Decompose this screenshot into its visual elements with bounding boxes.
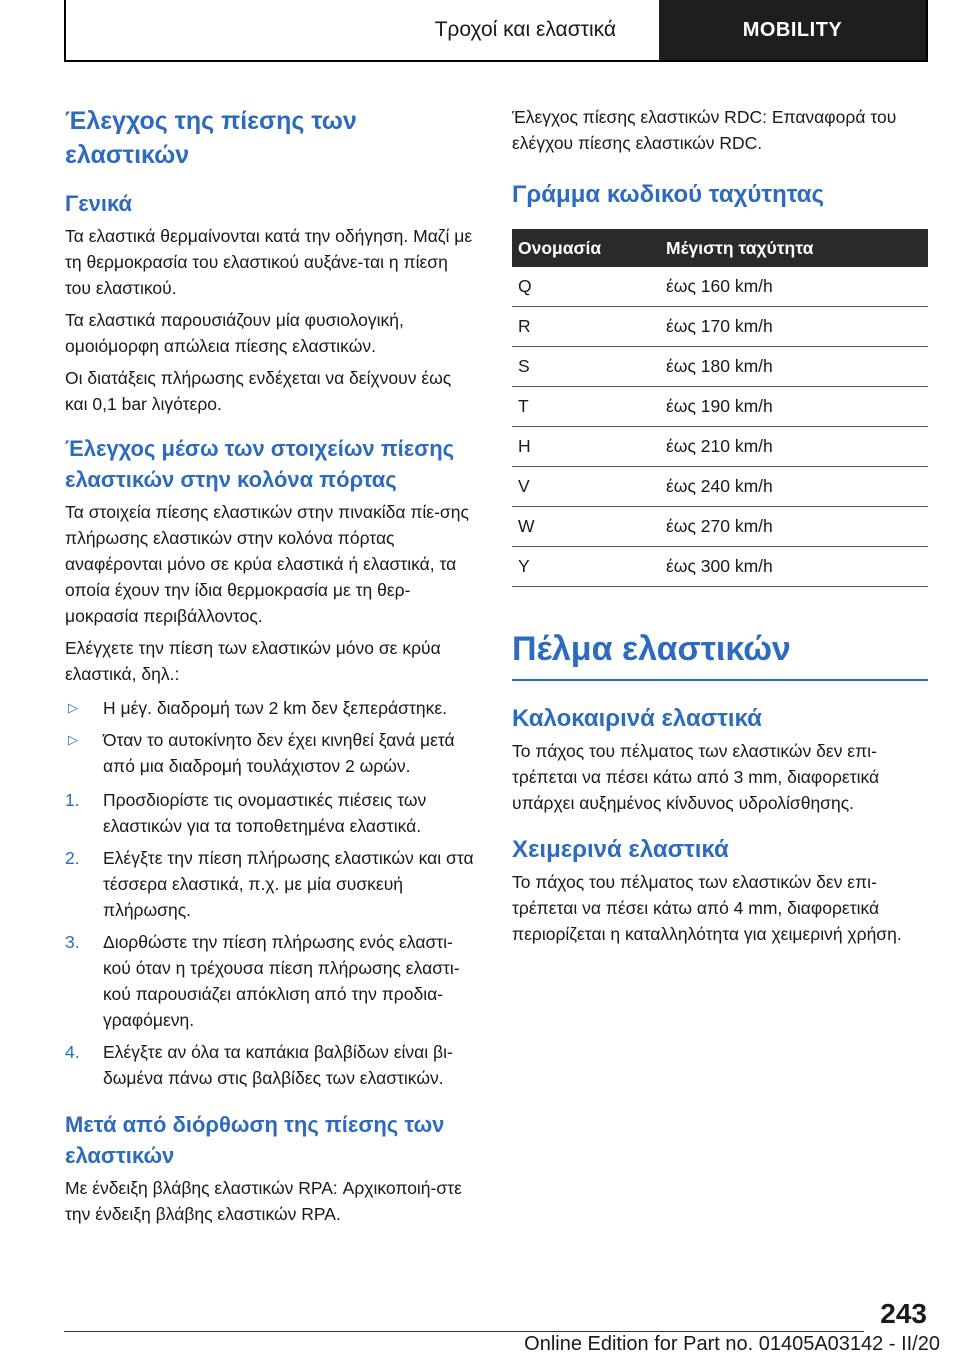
table-cell: έως 270 km/h [660,507,928,547]
paragraph: Τα ελαστικά παρουσιάζουν μία φυσιολογική, ομοιόμορφη απώλεια πίεσης ελαστικών. [65,310,404,356]
column-header-max-speed: Μέγιστη ταχύτητα [660,229,928,267]
list-item-text: Η μέγ. διαδρομή των 2 km δεν ξεπεράστηκε. [103,698,448,718]
table-row [512,507,928,547]
step-text: Ελέγξτε αν όλα τα καπάκια βαλβίδων είναι βι-δωμένα πάνω στις βαλβίδες των ελαστικών. [103,1042,453,1088]
list-item [65,695,477,721]
table-cell: έως 190 km/h [660,387,928,427]
table-cell: W [512,507,660,547]
subsection-door-pillar-check: Έλεγχος μέσω των στοιχείων πίεσης ελαστικών στην κολόνα πόρτας [65,436,455,492]
bullet-list [65,695,477,779]
step-text: Διορθώστε την πίεση πλήρωσης ενός ελαστι-κού όταν η τρέχουσα πίεση πλήρωσης ελαστι-κού παρουσιάζει απόκλιση από την προδια-γραφόμενη. [103,932,460,1030]
step-text: Προσδιορίστε τις ονομαστικές πιέσεις των ελαστικών για τα τοποθετημένα ελαστικά. [103,790,427,836]
list-item-text: Όταν το αυτοκίνητο δεν έχει κινηθεί ξανά μετά από μια διαδρομή τουλάχιστον 2 ωρών. [103,730,455,776]
title-divider [512,679,928,681]
table-row [512,347,928,387]
step-number: 4. [65,1042,80,1062]
right-column [512,104,928,947]
paragraph: Οι διατάξεις πλήρωσης ενδέχεται να δείχνουν έως και 0,1 bar λιγότερο. [65,368,452,414]
table-cell: έως 170 km/h [660,307,928,347]
section-title-tire-pressure: Έλεγχος της πίεσης των ελαστικών [65,107,357,169]
table-cell: H [512,427,660,467]
paragraph: Το πάχος του πέλματος των ελαστικών δεν επι-τρέπεται να πέσει κάτω από 3 mm, διαφορετικά υπάρχει αυξημένος κίνδυνος υδρολίσθησης. [512,741,880,813]
table-row [512,427,928,467]
table-cell: Y [512,547,660,587]
table-cell: έως 240 km/h [660,467,928,507]
step-item [65,1039,477,1091]
step-item [65,787,477,839]
step-number: 3. [65,932,80,952]
paragraph: Τα στοιχεία πίεσης ελαστικών στην πινακίδα πίε-σης πλήρωσης ελαστικών στην κολόνα πόρτας αναφέρονται μόνο σε κρύα ελαστικά ή ελαστικά, τα οποία έχουν την ίδια θερμοκρασία με τη θερ-μοκρασία περιβάλλοντος. [65,502,469,626]
paragraph: Ελέγχετε την πίεση των ελαστικών μόνο σε κρύα ελαστικά, δηλ.: [65,638,441,684]
header-section-title: Τροχοί και ελαστικά [434,18,616,41]
footer-edition-text: Online Edition for Part no. 01405A03142 - II/20 [524,1333,940,1355]
page-header [64,0,928,62]
table-cell: V [512,467,660,507]
table-cell: έως 300 km/h [660,547,928,587]
triangle-bullet-icon: ▷ [68,700,78,715]
table-row [512,547,928,587]
subsection-winter-tires: Χειμερινά ελαστικά [512,836,729,863]
table-cell: έως 210 km/h [660,427,928,467]
table-row [512,307,928,347]
step-number: 2. [65,848,80,868]
table-cell: Q [512,267,660,307]
table-cell: έως 160 km/h [660,267,928,307]
table-row [512,387,928,427]
paragraph: Έλεγχος πίεσης ελαστικών RDC: Επαναφορά του ελέγχου πίεσης ελαστικών RDC. [512,107,897,153]
paragraph: Τα ελαστικά θερμαίνονται κατά την οδήγηση. Μαζί με τη θερμοκρασία του ελαστικού αυξάνε-ται η πίεση του ελαστικού. [65,226,473,298]
table-cell: T [512,387,660,427]
page-number: 243 [880,1298,927,1329]
paragraph: Το πάχος του πέλματος των ελαστικών δεν επι-τρέπεται να πέσει κάτω από 4 mm, διαφορετικά περιορίζεται η καταλληλότητα για χειμερινή χρήση. [512,872,902,944]
table-header-row [512,229,928,267]
list-item [65,727,477,779]
footer-divider [64,1331,864,1332]
section-title-speed-code: Γράμμα κωδικού ταχύτητας [512,181,825,208]
column-header-designation: Ονομασία [512,229,660,267]
subsection-summer-tires: Καλοκαιρινά ελαστικά [512,705,762,732]
triangle-bullet-icon: ▷ [68,732,78,747]
step-item [65,929,477,1033]
header-chapter-tab: MOBILITY [659,0,926,60]
subsection-general: Γενικά [65,191,133,216]
table-cell: S [512,347,660,387]
section-title-tread: Πέλμα ελαστικών [512,630,791,668]
table-cell: έως 180 km/h [660,347,928,387]
step-number: 1. [65,790,80,810]
subsection-after-correction: Μετά από διόρθωση της πίεσης των ελαστικών [65,1112,445,1168]
table-row [512,267,928,307]
step-item [65,845,477,923]
numbered-steps [65,787,477,1091]
step-text: Ελέγξτε την πίεση πλήρωσης ελαστικών και στα τέσσερα ελαστικά, π.χ. με μία συσκευή πλήρωσης. [103,848,474,920]
speed-code-table [512,229,928,587]
paragraph: Με ένδειξη βλάβης ελαστικών RPA: Αρχικοποιή-στε την ένδειξη βλάβης ελαστικών RPA. [65,1178,462,1224]
left-column [65,104,477,1227]
table-row [512,467,928,507]
table-cell: R [512,307,660,347]
